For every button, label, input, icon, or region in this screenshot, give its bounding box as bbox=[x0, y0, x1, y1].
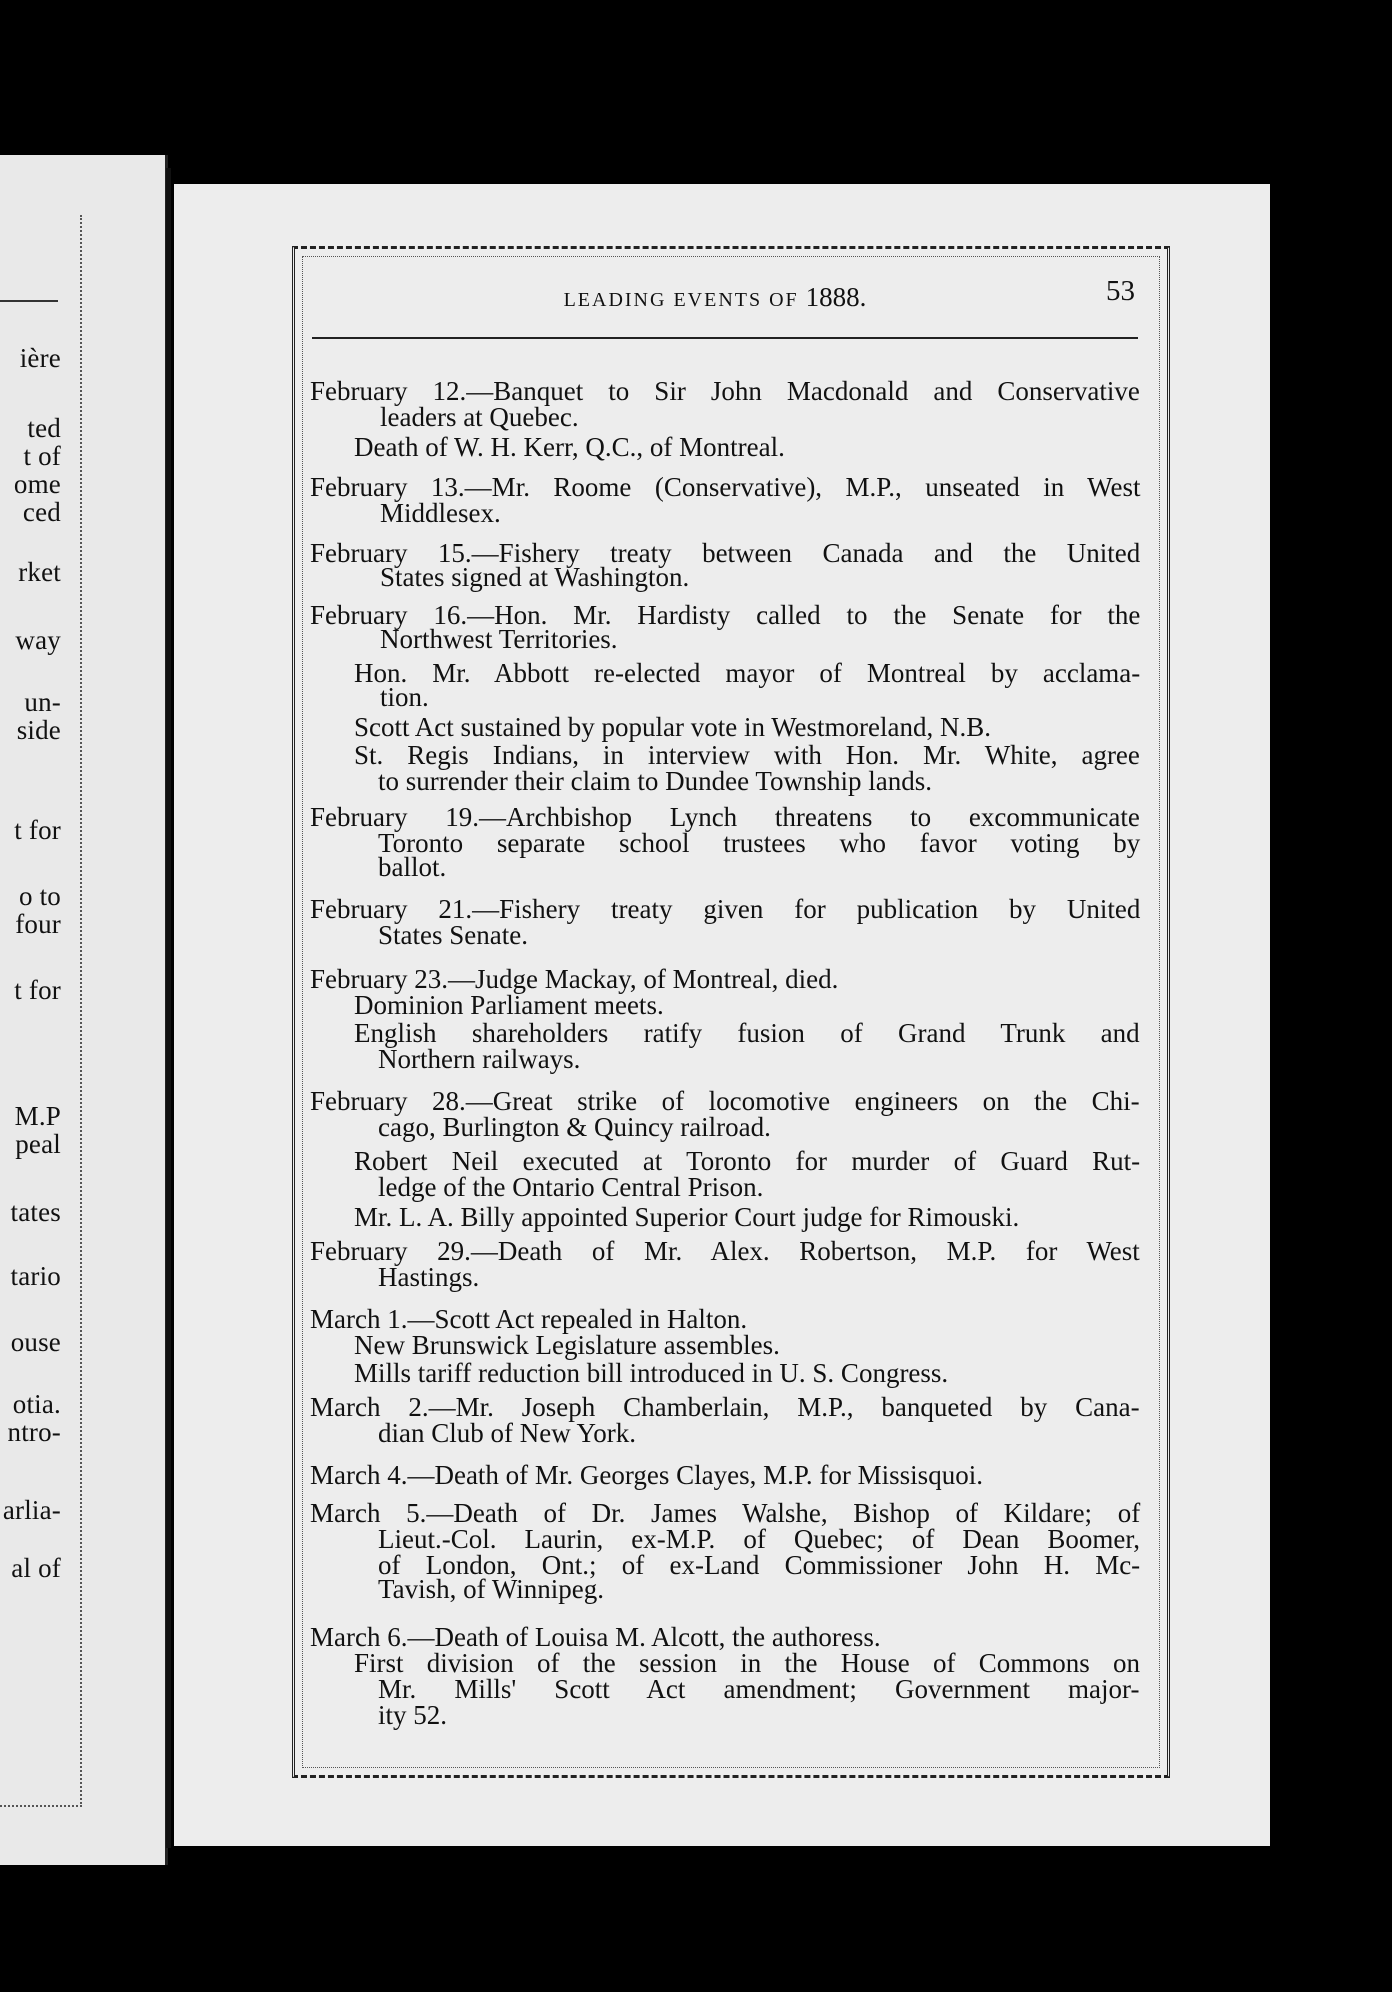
events-list bbox=[174, 184, 1270, 1846]
event-line: ballot. bbox=[378, 852, 447, 882]
event-line: Mr. L. A. Billy appointed Superior Court judge for Rimouski. bbox=[354, 1202, 1020, 1232]
event-line: March 4.—Death of Mr. Georges Clayes, M.P. for Missisquoi. bbox=[310, 1460, 983, 1490]
event-line: States signed at Washington. bbox=[380, 562, 690, 592]
event-line: February 15.—Fishery treaty between Canada and the United bbox=[310, 538, 1141, 568]
event-line: February 13.—Mr. Roome (Conservative), M.P., unseated in West bbox=[310, 472, 1141, 502]
event-line: of London, Ont.; of ex-Land Commissioner John H. Mc- bbox=[378, 1550, 1141, 1580]
left-page-fragment: al of bbox=[11, 1553, 61, 1583]
event-line: leaders at Quebec. bbox=[380, 402, 579, 432]
event-line: dian Club of New York. bbox=[378, 1418, 637, 1448]
left-page-fragment: side bbox=[16, 715, 61, 745]
event-line: Hastings. bbox=[378, 1262, 480, 1292]
event-line: March 1.—Scott Act repealed in Halton. bbox=[310, 1304, 748, 1334]
event-line: Mills tariff reduction bill introduced in U. S. Congress. bbox=[354, 1358, 949, 1388]
left-page-fragment: ntro- bbox=[7, 1417, 61, 1447]
left-page-fragment: four bbox=[15, 909, 61, 939]
event-line: March 6.—Death of Louisa M. Alcott, the authoress. bbox=[310, 1622, 881, 1652]
event-line: English shareholders ratify fusion of Grand Trunk and bbox=[354, 1018, 1140, 1048]
event-line: Northern railways. bbox=[378, 1044, 581, 1074]
event-line: February 16.—Hon. Mr. Hardisty called to the Senate for the bbox=[310, 600, 1141, 630]
event-line: February 12.—Banquet to Sir John Macdonald and Conservative bbox=[310, 376, 1140, 406]
left-page-fragment: otia. bbox=[12, 1389, 61, 1419]
left-page-fragment: t for bbox=[14, 815, 61, 845]
left-page-fragment: peal bbox=[15, 1129, 61, 1159]
event-line: Scott Act sustained by popular vote in Westmoreland, N.B. bbox=[354, 712, 991, 742]
left-page-fragment: t of bbox=[23, 441, 61, 471]
event-line: March 5.—Death of Dr. James Walshe, Bishop of Kildare; of bbox=[310, 1498, 1141, 1528]
event-line: Northwest Territories. bbox=[380, 624, 618, 654]
left-page-fragment: ced bbox=[22, 497, 61, 527]
event-line: February 28.—Great strike of locomotive engineers on the Chi- bbox=[310, 1086, 1140, 1116]
left-page-fragment: ome bbox=[13, 469, 61, 499]
event-line: Lieut.-Col. Laurin, ex-M.P. of Quebec; of Dean Boomer, bbox=[378, 1524, 1141, 1554]
left-page-fragment: tario bbox=[10, 1261, 61, 1291]
event-line: ledge of the Ontario Central Prison. bbox=[378, 1172, 764, 1202]
left-page-rule bbox=[0, 300, 58, 302]
event-line: Hon. Mr. Abbott re-elected mayor of Montreal by acclama- bbox=[354, 658, 1141, 688]
event-line: February 19.—Archbishop Lynch threatens to excommunicate bbox=[310, 802, 1140, 832]
page-gutter bbox=[166, 168, 171, 1848]
event-line: Mr. Mills' Scott Act amendment; Government major- bbox=[378, 1674, 1140, 1704]
event-line: Middlesex. bbox=[380, 498, 501, 528]
event-line: ity 52. bbox=[378, 1700, 448, 1730]
left-page-fragment: tates bbox=[10, 1197, 61, 1227]
event-line: tion. bbox=[380, 682, 429, 712]
event-line: New Brunswick Legislature assembles. bbox=[354, 1330, 780, 1360]
left-page-fragment: ouse bbox=[10, 1327, 61, 1357]
event-line: February 23.—Judge Mackay, of Montreal, died. bbox=[310, 964, 839, 994]
left-page-fragment: rket bbox=[18, 557, 61, 587]
event-line: Dominion Parliament meets. bbox=[354, 990, 664, 1020]
event-line: February 21.—Fishery treaty given for publication by United bbox=[310, 894, 1141, 924]
event-line: Death of W. H. Kerr, Q.C., of Montreal. bbox=[354, 432, 785, 462]
book-page bbox=[174, 184, 1270, 1846]
event-line: March 2.—Mr. Joseph Chamberlain, M.P., banqueted by Cana- bbox=[310, 1392, 1140, 1422]
running-head-title: LEADING EVENTS OF bbox=[563, 289, 799, 311]
left-page-fragment: ted bbox=[27, 413, 61, 443]
event-line: Toronto separate school trustees who favor voting by bbox=[378, 828, 1141, 858]
left-facing-page bbox=[0, 155, 168, 1865]
left-page-fragment: t for bbox=[14, 975, 61, 1005]
event-line: Tavish, of Winnipeg. bbox=[378, 1574, 604, 1604]
running-head-year: 1888. bbox=[805, 282, 867, 312]
event-line: States Senate. bbox=[378, 920, 528, 950]
event-line: cago, Burlington & Quincy railroad. bbox=[378, 1112, 771, 1142]
event-line: First division of the session in the House of Commons on bbox=[354, 1648, 1140, 1678]
event-line: St. Regis Indians, in interview with Hon. Mr. White, agree bbox=[354, 740, 1140, 770]
left-page-fragment: arlia- bbox=[2, 1495, 61, 1525]
event-line: Robert Neil executed at Toronto for murder of Guard Rut- bbox=[354, 1146, 1141, 1176]
left-page-fragment: ière bbox=[19, 343, 61, 373]
left-page-fragment: un- bbox=[24, 687, 61, 717]
page-number: 53 bbox=[1106, 275, 1135, 307]
left-page-fragment: M.P bbox=[14, 1101, 61, 1131]
event-line: to surrender their claim to Dundee Township lands. bbox=[378, 766, 932, 796]
event-line: February 29.—Death of Mr. Alex. Robertson, M.P. for West bbox=[310, 1236, 1140, 1266]
left-page-fragment: way bbox=[15, 625, 61, 655]
left-page-fragment: o to bbox=[18, 881, 61, 911]
